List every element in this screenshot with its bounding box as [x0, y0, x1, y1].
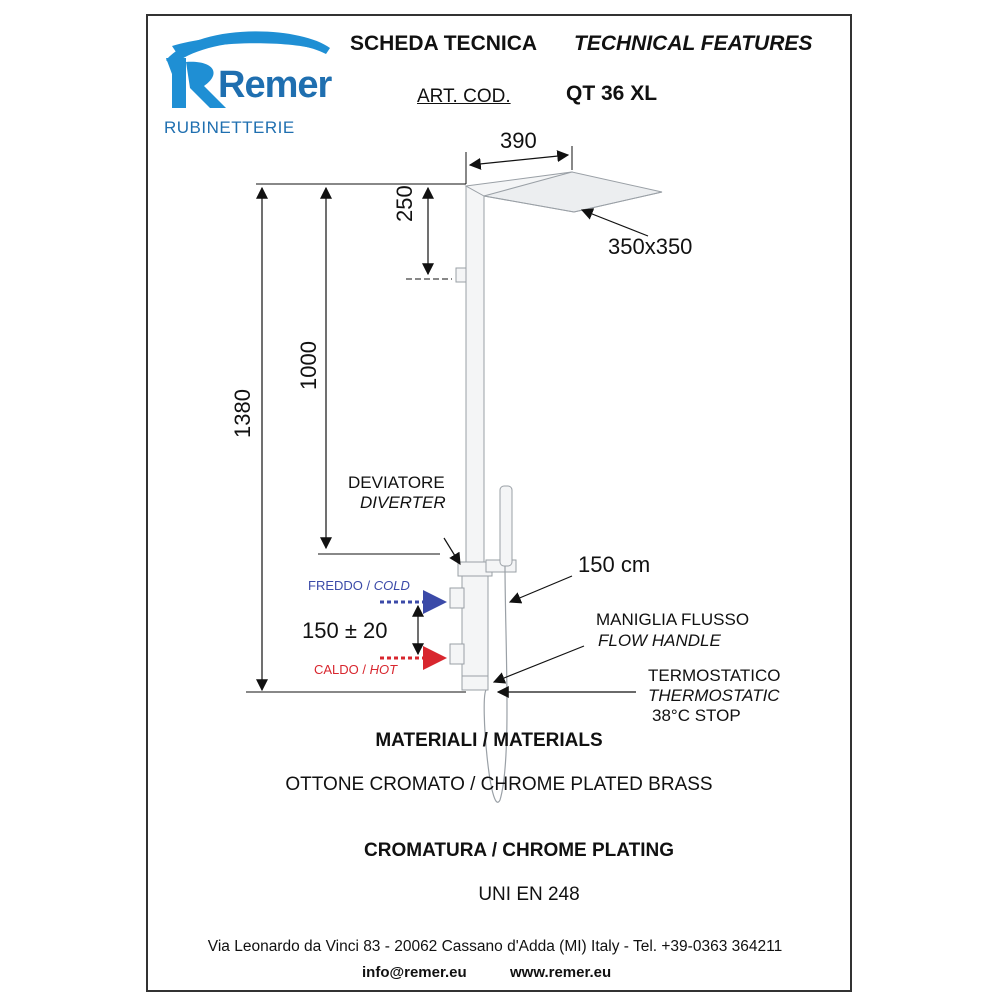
cold-inlet-label — [308, 578, 410, 593]
address-line: Via Leonardo da Vinci 83 - 20062 Cassano d'Adda (MI) Italy - Tel. +39-0363 364211 — [207, 938, 783, 955]
dim-350x350: 350x350 — [608, 234, 693, 259]
hot-inlet-label — [314, 662, 397, 677]
materials-heading: MATERIALI / MATERIALS — [375, 730, 603, 751]
hot-text: HOT — [369, 662, 398, 677]
caldo-text: CALDO / — [314, 662, 370, 677]
art-cod-label: ART. COD. — [417, 86, 511, 107]
logo-wordmark: Remer — [218, 64, 332, 106]
deviatore-label: DEVIATORE — [348, 473, 445, 492]
technical-features-title: TECHNICAL FEATURES — [574, 32, 813, 55]
logo-subtitle: RUBINETTERIE — [164, 118, 295, 137]
scheda-tecnica-title: SCHEDA TECNICA — [350, 32, 538, 55]
art-cod-value: QT 36 XL — [566, 82, 658, 105]
dim-390: 390 — [500, 128, 537, 153]
maniglia-label: MANIGLIA FLUSSO — [596, 610, 750, 629]
standard-value: UNI EN 248 — [478, 884, 580, 905]
material-value: OTTONE CROMATO / CHROME PLATED BRASS — [285, 774, 713, 795]
dim-150-20: 150 ± 20 — [302, 618, 388, 643]
email-link[interactable]: info@remer.eu — [362, 964, 467, 981]
website-link[interactable]: www.remer.eu — [510, 964, 612, 981]
thermostatic-label: THERMOSTATIC — [648, 686, 780, 705]
flow-handle-label: FLOW HANDLE — [598, 631, 721, 650]
cold-text: COLD — [373, 578, 410, 593]
stop-label: 38°C STOP — [652, 706, 741, 725]
hose-length-label: 150 cm — [578, 552, 651, 577]
termostatico-label: TERMOSTATICO — [648, 666, 781, 685]
freddo-text: FREDDO / — [308, 578, 374, 593]
dim-250: 250 — [392, 185, 417, 222]
dim-1000: 1000 — [296, 341, 321, 390]
plating-heading: CROMATURA / CHROME PLATING — [364, 840, 674, 861]
diverter-label: DIVERTER — [360, 493, 446, 512]
dim-1380: 1380 — [230, 389, 255, 438]
